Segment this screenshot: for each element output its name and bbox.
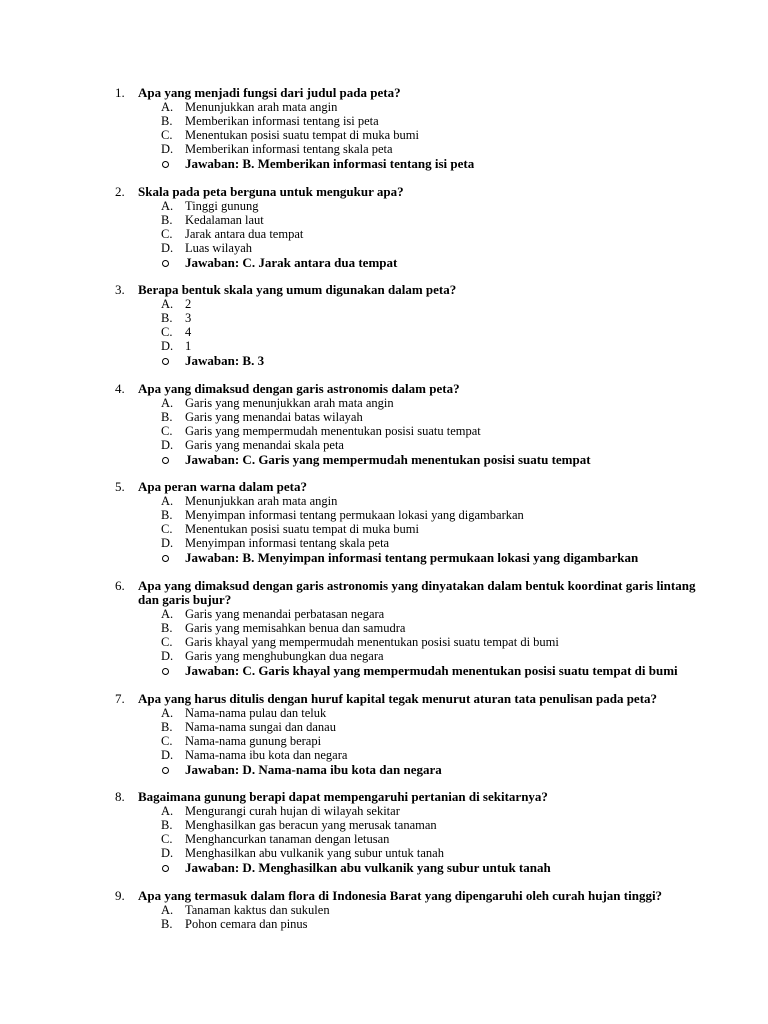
option-letter: D. [161, 846, 174, 861]
answer-option [115, 649, 715, 663]
option-text: Menghasilkan gas beracun yang merusak tanaman [185, 818, 437, 833]
option-text: 3 [185, 311, 192, 326]
answer-text: Jawaban: B. Memberikan informasi tentang isi peta [185, 156, 475, 171]
option-text: Menentukan posisi suatu tempat di muka bumi [185, 522, 419, 537]
answer-option [115, 128, 715, 142]
circle-bullet-icon [162, 865, 169, 872]
question-item [115, 283, 715, 368]
question-text: Apa yang dimaksud dengan garis astronomis yang dinyatakan dalam bentuk koordinat garis lintang dan garis bujur? [138, 577, 696, 607]
answer-option [115, 199, 715, 213]
answer-text: Jawaban: D. Nama-nama ibu kota dan negara [185, 761, 442, 777]
answer-option [115, 508, 715, 522]
option-letter: B. [161, 916, 173, 931]
option-text: Memberikan informasi tentang skala peta [185, 142, 393, 156]
answer-option [115, 325, 715, 339]
answer-option [115, 339, 715, 353]
question-text: Apa yang menjadi fungsi dari judul pada peta? [138, 85, 401, 100]
answer-option [115, 621, 715, 635]
option-text: 2 [185, 297, 192, 312]
answer-text: Jawaban: B. 3 [185, 353, 265, 369]
answer-option [115, 494, 715, 508]
option-text: Menyimpan informasi tentang permukaan lokasi yang digambarkan [185, 508, 524, 523]
question-text: Skala pada peta berguna untuk mengukur apa? [138, 183, 404, 199]
question-item [115, 86, 715, 171]
option-text: Menghasilkan abu vulkanik yang subur untuk tanah [185, 846, 444, 861]
option-text: Garis yang menunjukkan arah mata angin [185, 395, 394, 410]
answer-option [115, 410, 715, 424]
option-letter: A. [161, 198, 174, 213]
question-number: 6. [115, 577, 125, 593]
answer-key [115, 551, 715, 565]
option-letter: B. [161, 620, 173, 635]
option-text: Garis yang mempermudah menentukan posisi suatu tempat [185, 423, 481, 438]
question-heading [115, 480, 715, 494]
option-letter: B. [161, 719, 173, 734]
answer-key [115, 861, 715, 875]
option-text: 1 [185, 339, 192, 354]
circle-bullet-icon [162, 457, 169, 464]
option-letter: C. [161, 522, 173, 537]
option-letter: C. [161, 226, 173, 241]
circle-bullet-icon [162, 358, 169, 365]
question-heading [115, 86, 715, 100]
option-text: Pohon cemara dan pinus [185, 916, 308, 931]
answer-key [115, 354, 715, 368]
question-number: 2. [115, 183, 125, 199]
question-item [115, 579, 715, 678]
answer-option [115, 438, 715, 452]
question-heading [115, 692, 715, 706]
question-item [115, 185, 715, 270]
question-number: 1. [115, 85, 125, 100]
option-letter: A. [161, 705, 174, 720]
question-text: Apa yang dimaksud dengan garis astronomis dalam peta? [138, 380, 460, 396]
answer-option [115, 720, 715, 734]
option-letter: B. [161, 212, 173, 227]
circle-bullet-icon [162, 260, 169, 267]
circle-bullet-icon [162, 161, 169, 168]
answer-key [115, 664, 715, 678]
question-text: Berapa bentuk skala yang umum digunakan dalam peta? [138, 282, 457, 298]
option-letter: B. [161, 818, 173, 833]
answer-option [115, 536, 715, 550]
option-letter: C. [161, 128, 173, 142]
question-heading [115, 185, 715, 199]
question-number: 8. [115, 789, 125, 805]
option-letter: D. [161, 240, 174, 255]
question-heading [115, 283, 715, 297]
question-number: 4. [115, 380, 125, 396]
question-heading [115, 790, 715, 804]
option-text: Menghancurkan tanaman dengan letusan [185, 832, 390, 847]
option-letter: C. [161, 634, 173, 649]
question-number: 9. [115, 887, 125, 903]
answer-option [115, 522, 715, 536]
answer-option [115, 607, 715, 621]
option-text: Luas wilayah [185, 240, 252, 255]
option-letter: D. [161, 339, 174, 354]
question-number: 3. [115, 282, 125, 298]
option-letter: C. [161, 325, 173, 340]
answer-key [115, 157, 715, 171]
option-text: Memberikan informasi tentang isi peta [185, 114, 379, 128]
option-text: Garis yang menandai perbatasan negara [185, 606, 385, 621]
question-item [115, 790, 715, 875]
answer-text: Jawaban: B. Menyimpan informasi tentang permukaan lokasi yang digambarkan [185, 550, 639, 566]
question-text: Apa peran warna dalam peta? [138, 479, 308, 495]
option-letter: C. [161, 832, 173, 847]
option-text: Garis khayal yang mempermudah menentukan posisi suatu tempat di bumi [185, 634, 559, 649]
option-text: Kedalaman laut [185, 212, 264, 227]
answer-option [115, 818, 715, 832]
option-text: Nama-nama ibu kota dan negara [185, 747, 348, 762]
answer-option [115, 804, 715, 818]
option-text: 4 [185, 325, 192, 340]
answer-option [115, 100, 715, 114]
option-letter: A. [161, 494, 174, 509]
answer-option [115, 903, 715, 917]
answer-key [115, 256, 715, 270]
option-text: Nama-nama pulau dan teluk [185, 705, 327, 720]
answer-option [115, 748, 715, 762]
option-letter: D. [161, 142, 174, 156]
answer-option [115, 227, 715, 241]
answer-option [115, 142, 715, 156]
circle-bullet-icon [162, 555, 169, 562]
option-text: Garis yang menandai skala peta [185, 437, 344, 452]
option-letter: C. [161, 733, 173, 748]
question-text: Apa yang termasuk dalam flora di Indonesia Barat yang dipengaruhi oleh curah hujan tinggi? [138, 887, 663, 903]
answer-option [115, 241, 715, 255]
option-letter: D. [161, 437, 174, 452]
question-item [115, 382, 715, 467]
answer-text: Jawaban: C. Garis khayal yang mempermudah menentukan posisi suatu tempat di bumi [185, 662, 678, 678]
question-number: 5. [115, 479, 125, 495]
option-letter: D. [161, 747, 174, 762]
answer-option [115, 706, 715, 720]
option-text: Menunjukkan arah mata angin [185, 100, 338, 114]
answer-option [115, 213, 715, 227]
question-list [115, 86, 715, 944]
option-letter: B. [161, 508, 173, 523]
answer-option [115, 114, 715, 128]
answer-option [115, 311, 715, 325]
circle-bullet-icon [162, 767, 169, 774]
question-heading [115, 382, 715, 396]
option-letter: A. [161, 100, 174, 114]
option-letter: D. [161, 536, 174, 551]
option-text: Jarak antara dua tempat [185, 226, 304, 241]
question-text: Bagaimana gunung berapi dapat mempengaruhi pertanian di sekitarnya? [138, 789, 548, 805]
answer-option [115, 635, 715, 649]
option-letter: C. [161, 423, 173, 438]
answer-option [115, 917, 715, 931]
question-heading [115, 579, 715, 607]
answer-option [115, 832, 715, 846]
option-letter: A. [161, 804, 174, 819]
option-letter: A. [161, 606, 174, 621]
answer-option [115, 396, 715, 410]
question-item [115, 889, 715, 931]
option-letter: B. [161, 409, 173, 424]
option-text: Nama-nama sungai dan danau [185, 719, 336, 734]
option-text: Garis yang memisahkan benua dan samudra [185, 620, 406, 635]
option-text: Nama-nama gunung berapi [185, 733, 322, 748]
option-text: Mengurangi curah hujan di wilayah sekitar [185, 804, 400, 819]
answer-key [115, 763, 715, 777]
option-text: Menentukan posisi suatu tempat di muka bumi [185, 128, 419, 142]
question-number: 7. [115, 690, 125, 706]
circle-bullet-icon [162, 668, 169, 675]
option-letter: B. [161, 311, 173, 326]
option-letter: A. [161, 395, 174, 410]
question-item [115, 692, 715, 777]
answer-option [115, 297, 715, 311]
question-item [115, 480, 715, 565]
answer-option [115, 734, 715, 748]
option-text: Garis yang menghubungkan dua negara [185, 648, 384, 663]
option-text: Menyimpan informasi tentang skala peta [185, 536, 390, 551]
option-text: Tinggi gunung [185, 198, 259, 213]
answer-option [115, 846, 715, 860]
option-letter: A. [161, 902, 174, 917]
answer-text: Jawaban: D. Menghasilkan abu vulkanik yang subur untuk tanah [185, 860, 551, 876]
answer-option [115, 424, 715, 438]
answer-text: Jawaban: C. Jarak antara dua tempat [185, 254, 398, 270]
option-letter: B. [161, 114, 173, 128]
option-text: Tanaman kaktus dan sukulen [185, 902, 330, 917]
answer-text: Jawaban: C. Garis yang mempermudah menentukan posisi suatu tempat [185, 451, 591, 467]
option-text: Garis yang menandai batas wilayah [185, 409, 363, 424]
question-text: Apa yang harus ditulis dengan huruf kapital tegak menurut aturan tata penulisan pada peta? [138, 690, 658, 706]
question-heading [115, 889, 715, 903]
option-text: Menunjukkan arah mata angin [185, 494, 338, 509]
option-letter: D. [161, 648, 174, 663]
answer-key [115, 453, 715, 467]
option-letter: A. [161, 297, 174, 312]
